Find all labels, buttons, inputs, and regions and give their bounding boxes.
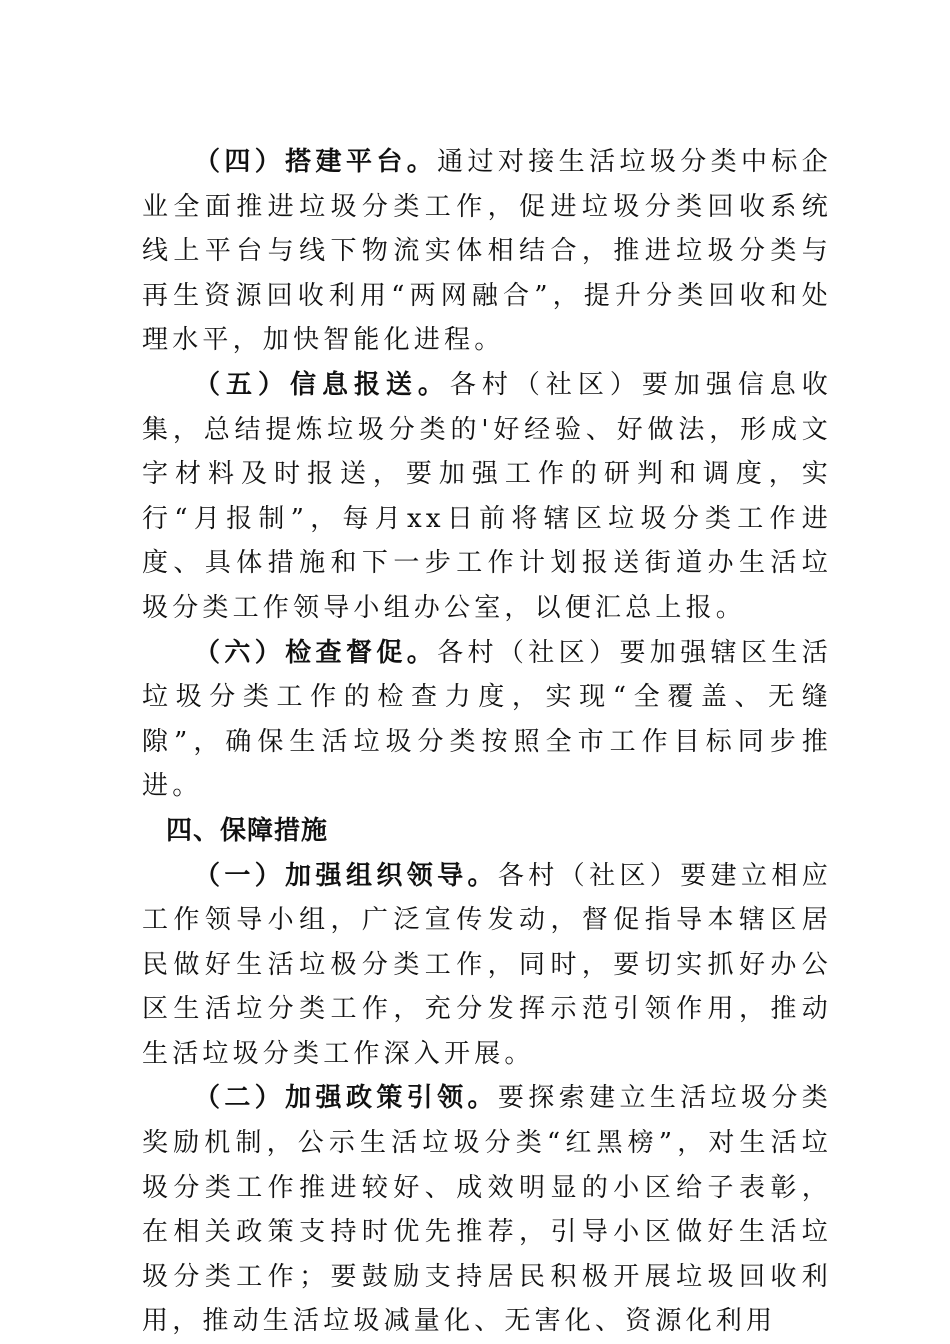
paragraph-lead: （六）检查督促。: [194, 637, 438, 668]
paragraph-lead: （二）加强政策引领。: [194, 1083, 498, 1114]
paragraph-text: 要探索建立生活垃圾分类奖励机制，公示生活垃圾分类“红黑榜”，对生活垃圾分类工作推进较好、成效明显的小区给子表彰，在相关政策支持时优先推荐，引导小区做好生活垃圾分类工作；要鼓励支持居民积极开展垃圾回收利用，推动生活垃圾减量化、无害化、资源化利用: [142, 1083, 832, 1337]
paragraph-inspection: [142, 631, 832, 809]
paragraph-policy: [142, 1076, 832, 1344]
section-heading: 四、保障措施: [166, 815, 329, 846]
paragraph-text: 各村（社区）要加强信息收集，总结提炼垃圾分类的'好经验、好做法，形成文字材料及时报送，要加强工作的研判和调度，实行“月报制”，每月xx日前将辖区垃圾分类工作进度、具体措施和下一步工作计划报送街道办生活垃圾分类工作领导小组办公室，以便汇总上报。: [142, 369, 832, 623]
paragraph-text: 各村（社区）要加强辖区生活垃圾分类工作的检查力度，实现“全覆盖、无缝隙”，确保生活垃圾分类按照全市工作目标同步推进。: [142, 637, 832, 802]
document-body: [142, 140, 832, 1344]
paragraph-info-report: [142, 363, 832, 631]
paragraph-lead: （五）信息报送。: [194, 369, 450, 400]
paragraph-text: 各村（社区）要建立相应工作领导小组，广泛宣传发动，督促指导本辖区居民做好生活垃极分类工作，同时，要切实抓好办公区生活垃分类工作，充分发挥示范引领作用，推动生活垃圾分类工作深入开展。: [142, 860, 832, 1069]
paragraph-text: 通过对接生活垃圾分类中标企业全面推进垃圾分类工作，促进垃圾分类回收系统线上平台与线下物流实体相结合，推进垃圾分类与再生资源回收利用“两网融合”，提升分类回收和处理水平，加快智能化进程。: [142, 147, 832, 356]
paragraph-lead: （一）加强组织领导。: [194, 860, 498, 891]
paragraph-organization: [142, 854, 832, 1077]
paragraph-build-platform: [142, 140, 832, 363]
paragraph-lead: （四）搭建平台。: [194, 147, 438, 177]
